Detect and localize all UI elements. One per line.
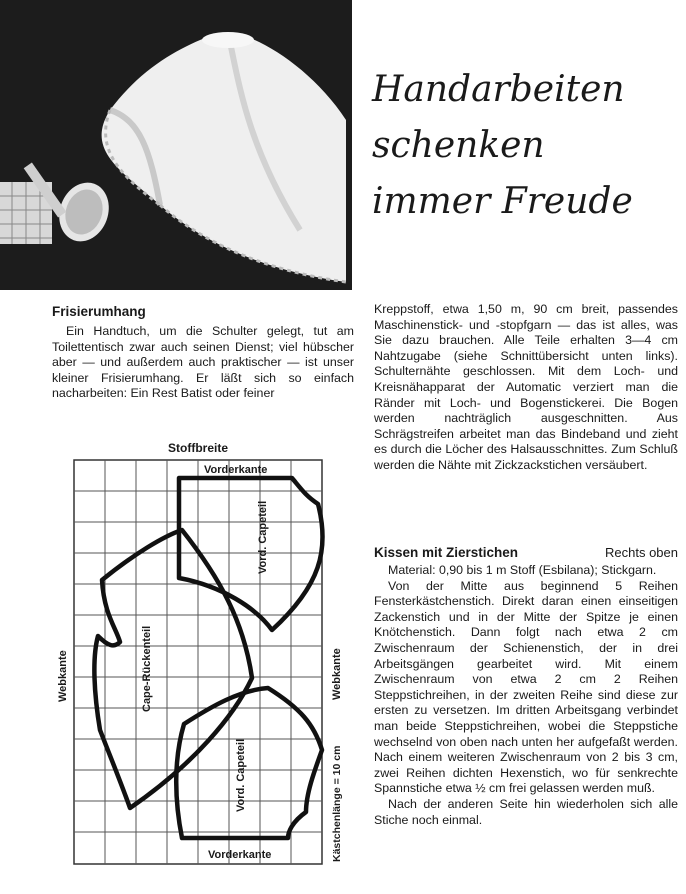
- cape-photo: [0, 0, 352, 290]
- back-piece-outline: [94, 530, 252, 808]
- section-location: Rechts oben: [605, 545, 678, 560]
- section-body: Ein Handtuch, um die Schulter gelegt, tut am Toilettentisch zwar auch seinen Dienst; viel hübscher aber — und außerdem auch praktischer — ist unser kleiner Frisierumhang. Er läßt sich so einfach nacharbeiten: Ein Rest Batist oder feiner: [52, 324, 354, 401]
- section-frisierumhang: [52, 304, 354, 402]
- headline: [372, 62, 672, 230]
- scale-label: Kästchenlänge = 10 cm: [331, 745, 343, 862]
- front-piece-bottom-label: Vord. Capeteil: [235, 738, 247, 812]
- front-piece-top-label: Vord. Capeteil: [257, 500, 269, 574]
- section-body-continued: Kreppstoff, etwa 1,50 m, 90 cm breit, passendes Maschinenstick- und -stopfgarn — das ist alles, was Sie dazu brauchen. Alle Teile erhalten 3—4 cm Nahtzugabe (siehe Schnittübersicht unten links). Schulternähte geschlossen. Mit dem Loch- und Kreisnähapparat der Automatic verziert man die Ränder mit Loch- und Bogenstickerei. Die Bogen werden nachträglich ausgeschnitten. Aus Schrägstreifen arbeitet man das Bindeband und zieht es durch die Löcher des Halsausschnittes. Zum Schluß werden die Nähte mit Zickzackstichen versäubert.: [374, 302, 678, 472]
- left-edge-label: Webkante: [57, 650, 69, 702]
- section-title: Frisierumhang: [52, 304, 146, 319]
- section-body: Von der Mitte aus beginnend 5 Reihen Fensterkästchenstich. Direkt daran einen einseitigen Zackenstich und in der Mitte der Spitze je einen Knötchenstich. Dann folgt nach etwa 2 cm Zwischenraum der Schienenstich, der in drei Arbeitsgängen gearbeitet wird. Mit einem Zwischenraum von etwa 2 cm 2 Reihen Steppstichreihen, in der zweiten Reihe sind diese zur ersten zu versetzen. Im dritten Arbeitsgang verbindet man beide Steppstichreihen, wobei die Steppstiche wechselnd von oben nach unten her aufgefaßt werden. Nach einem weiteren Zwischenraum von 2 bis 3 cm, zwei Reihen dichten Hexenstich, wo für senkrechte Spannstiche etwa ½ cm frei gelassen werden muß.: [374, 578, 678, 796]
- headline-line-1: Handarbeiten: [372, 69, 625, 110]
- pattern-top-label: Stoffbreite: [168, 441, 228, 455]
- section-title-row: [374, 545, 678, 560]
- material-text: Material: 0,90 bis 1 m Stoff (Esbilana); Stickgarn.: [388, 563, 657, 577]
- headline-line-2: schenken: [372, 125, 545, 166]
- section-title: Kissen mit Zierstichen: [374, 545, 519, 560]
- sewing-pattern: [44, 438, 356, 872]
- headline-line-3: immer Freude: [372, 181, 633, 222]
- section-frisierumhang-continued: [374, 302, 678, 474]
- back-piece-label: Cape-Rückenteil: [141, 625, 153, 712]
- pattern-grid: [74, 460, 322, 864]
- section-kissen: [374, 545, 678, 828]
- right-edge-label: Webkante: [331, 648, 343, 700]
- closing-text: Nach der anderen Seite hin wiederholen sich alle Stiche noch einmal.: [374, 796, 678, 827]
- front-edge-bottom-label: Vorderkante: [208, 849, 272, 861]
- front-edge-top-label: Vorderkante: [204, 464, 268, 476]
